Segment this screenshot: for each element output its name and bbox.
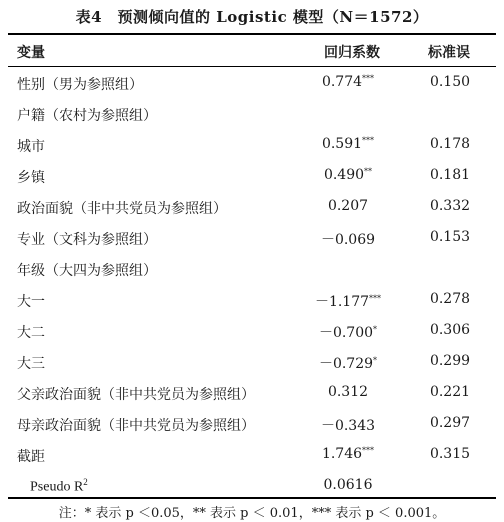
row-std-error: 0.297 (429, 415, 471, 431)
row-std-error: 0.178 (429, 136, 471, 152)
row-coefficient (298, 229, 398, 249)
row-coefficient: 0.0616 (323, 477, 373, 493)
coefficient-value: －0.343 (320, 418, 376, 434)
row-label: 专业（文科为参照组） (17, 232, 157, 248)
table-row (8, 253, 496, 284)
row-std-error: 0.153 (429, 229, 471, 245)
coefficient-value: 0.312 (327, 384, 369, 400)
table-row (8, 439, 496, 470)
significance-stars: *** (369, 294, 382, 303)
row-label: 母亲政治面貌（非中共党员为参照组） (17, 418, 255, 434)
row-label: 乡镇 (17, 170, 45, 186)
table-title: 表4 预测倾向值的 Logistic 模型（N＝1572） (75, 8, 429, 26)
significance-stars: * (373, 356, 378, 365)
row-coefficient (298, 353, 398, 373)
table-row (8, 160, 496, 191)
table-row (8, 408, 496, 439)
row-coefficient (298, 446, 398, 462)
table-row (8, 346, 496, 377)
row-coefficient (298, 167, 398, 183)
coefficient-value: －1.177 (314, 294, 370, 310)
row-coefficient (298, 198, 398, 214)
row-coefficient (298, 74, 398, 90)
coefficient-value: 0.591 (321, 136, 363, 152)
row-label: 政治面貌（非中共党员为参照组） (17, 201, 227, 217)
row-label: 年级（大四为参照组） (17, 263, 157, 279)
pseudo-r2-sup: 2 (83, 477, 88, 487)
row-std-error: 0.278 (429, 291, 471, 307)
row-label: 户籍（农村为参照组） (17, 108, 157, 124)
row-label: 大一 (17, 294, 45, 310)
table-note: 注：* 表示 p ＜0.05，** 表示 p ＜ 0.01，*** 表示 p ＜ 0.001。 (58, 506, 446, 521)
row-std-error: 0.181 (429, 167, 471, 183)
coefficient-value: 1.746 (321, 446, 363, 462)
row-label: 截距 (17, 449, 45, 465)
coefficient-value: －0.069 (320, 232, 376, 248)
row-coefficient (298, 322, 398, 342)
header-variable: 变量 (17, 45, 45, 61)
bottom-rule (8, 497, 496, 499)
table-header (8, 35, 496, 66)
row-label: 性别（男为参照组） (17, 77, 143, 93)
row-coefficient (298, 415, 398, 435)
pseudo-r2-label: Pseudo R (30, 479, 84, 495)
coefficient-value: 0.774 (321, 74, 363, 90)
row-std-error: 0.221 (429, 384, 471, 400)
table-row (8, 222, 496, 253)
table-row (8, 377, 496, 408)
significance-stars: ** (364, 167, 373, 176)
table-row (8, 67, 496, 98)
significance-stars: * (373, 325, 378, 334)
row-coefficient (298, 291, 398, 311)
significance-stars: *** (362, 446, 375, 455)
row-label: 大三 (17, 356, 45, 372)
row-std-error: 0.315 (429, 446, 471, 462)
significance-stars: *** (362, 136, 375, 145)
table-row (8, 98, 496, 129)
row-label: 父亲政治面貌（非中共党员为参照组） (17, 387, 255, 403)
table-row (8, 191, 496, 222)
row-std-error: 0.150 (429, 74, 471, 90)
significance-stars: *** (362, 74, 375, 83)
row-label (30, 477, 88, 496)
row-coefficient (298, 136, 398, 152)
row-std-error: 0.299 (429, 353, 471, 369)
row-label: 大二 (17, 325, 45, 341)
coefficient-value: －0.729 (318, 356, 374, 372)
header-coefficient: 回归系数 (324, 45, 380, 61)
coefficient-value: 0.490 (323, 167, 365, 183)
table-row (8, 315, 496, 346)
row-std-error: 0.332 (429, 198, 471, 214)
coefficient-value: －0.700 (318, 325, 374, 341)
row-std-error: 0.306 (429, 322, 471, 338)
header-std-error: 标准误 (428, 45, 470, 61)
table-body (8, 67, 496, 501)
row-label: 城市 (17, 139, 45, 155)
table-row (8, 129, 496, 160)
row-coefficient (298, 384, 398, 400)
coefficient-value: 0.207 (327, 198, 369, 214)
table-row (8, 284, 496, 315)
